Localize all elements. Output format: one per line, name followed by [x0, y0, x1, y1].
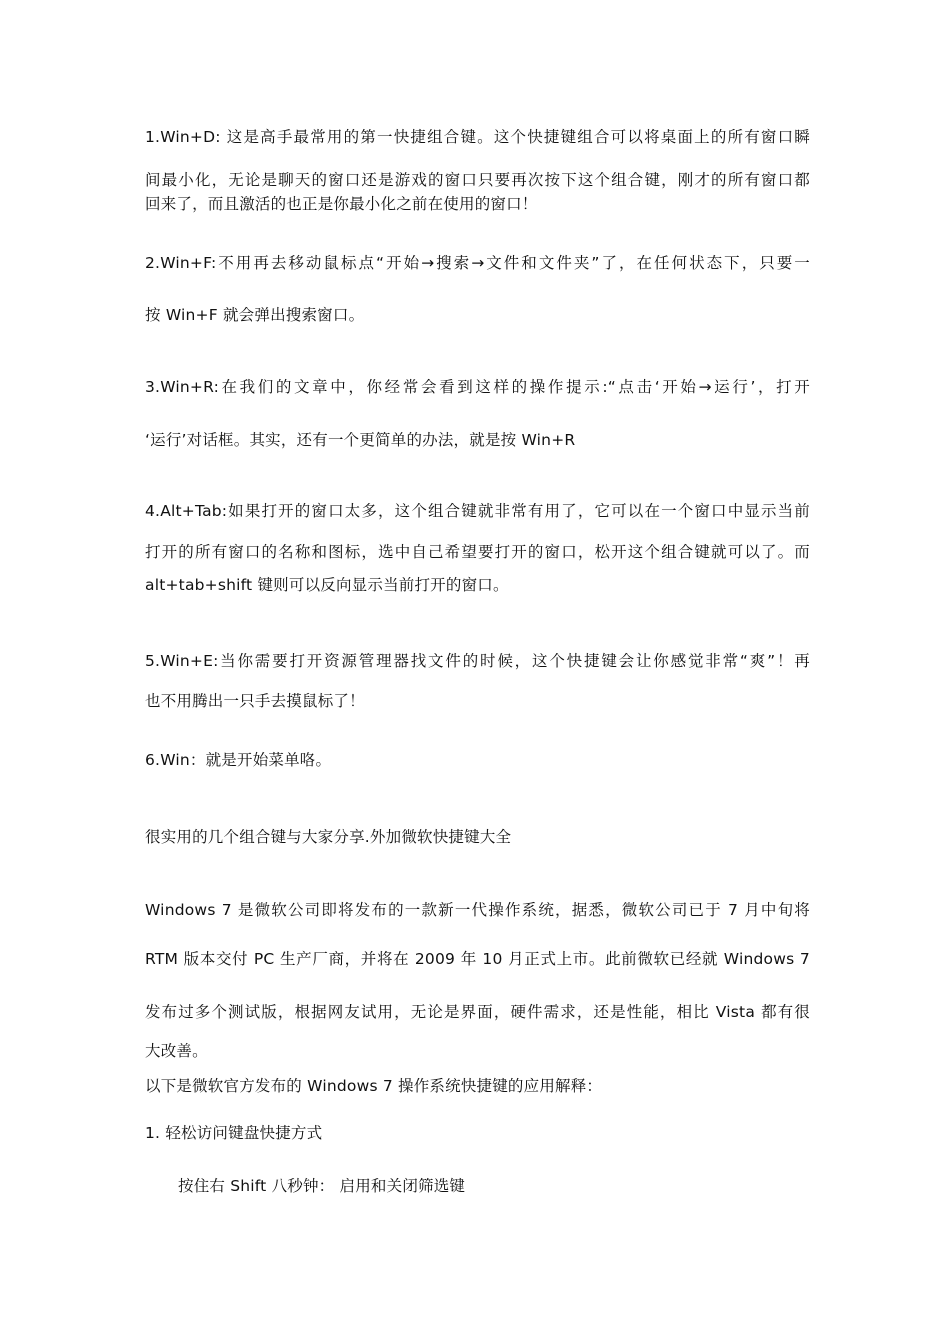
paragraph-line: 发布过多个测试版，根据网友试用，无论是界面，硬件需求，还是性能，相比 Vista 都有很 [145, 1003, 810, 1021]
paragraph-line: 以下是微软官方发布的 Windows 7 操作系统快捷键的应用解释： [145, 1077, 603, 1095]
paragraph-line: alt+tab+shift 键则可以反向显示当前打开的窗口。 [145, 576, 509, 594]
section-heading: 1. 轻松访问键盘快捷方式 [145, 1124, 323, 1142]
paragraph-line: RTM 版本交付 PC 生产厂商，并将在 2009 年 10 月正式上市。此前微软已经就 Windows 7 [145, 950, 810, 968]
paragraph-line: 6.Win：就是开始菜单咯。 [145, 751, 332, 769]
paragraph-line: ‘运行’对话框。其实，还有一个更简单的办法，就是按 Win+R [145, 431, 576, 449]
paragraph-line: 打开的所有窗口的名称和图标，选中自己希望要打开的窗口，松开这个组合键就可以了。而 [145, 543, 810, 561]
paragraph-line: 3.Win+R:在我们的文章中，你经常会看到这样的操作提示:“点击‘开始→运行’，打开 [145, 378, 810, 396]
paragraph-line: 大改善。 [145, 1042, 208, 1060]
paragraph-line: 1.Win+D: 这是高手最常用的第一快捷组合键。这个快捷键组合可以将桌面上的所有窗口瞬 [145, 128, 810, 146]
paragraph-line: 按 Win+F 就会弹出搜索窗口。 [145, 306, 365, 324]
paragraph-line: 间最小化，无论是聊天的窗口还是游戏的窗口只要再次按下这个组合键，刚才的所有窗口都 [145, 171, 810, 189]
paragraph-line: 5.Win+E:当你需要打开资源管理器找文件的时候，这个快捷键会让你感觉非常“爽”！再 [145, 652, 810, 670]
shortcut-item: 按住右 Shift 八秒钟： 启用和关闭筛选键 [178, 1177, 466, 1195]
paragraph-line: 也不用腾出一只手去摸鼠标了！ [145, 692, 365, 710]
paragraph-line: 2.Win+F:不用再去移动鼠标点“开始→搜索→文件和文件夹”了，在任何状态下，只要一 [145, 254, 810, 272]
paragraph-line: Windows 7 是微软公司即将发布的一款新一代操作系统，据悉，微软公司已于 7 月中旬将 [145, 901, 810, 919]
paragraph-line: 回来了，而且激活的也正是你最小化之前在使用的窗口！ [145, 195, 538, 213]
paragraph-line: 很实用的几个组合键与大家分享.外加微软快捷键大全 [145, 828, 512, 846]
paragraph-line: 4.Alt+Tab:如果打开的窗口太多，这个组合键就非常有用了，它可以在一个窗口中显示当前 [145, 502, 810, 520]
